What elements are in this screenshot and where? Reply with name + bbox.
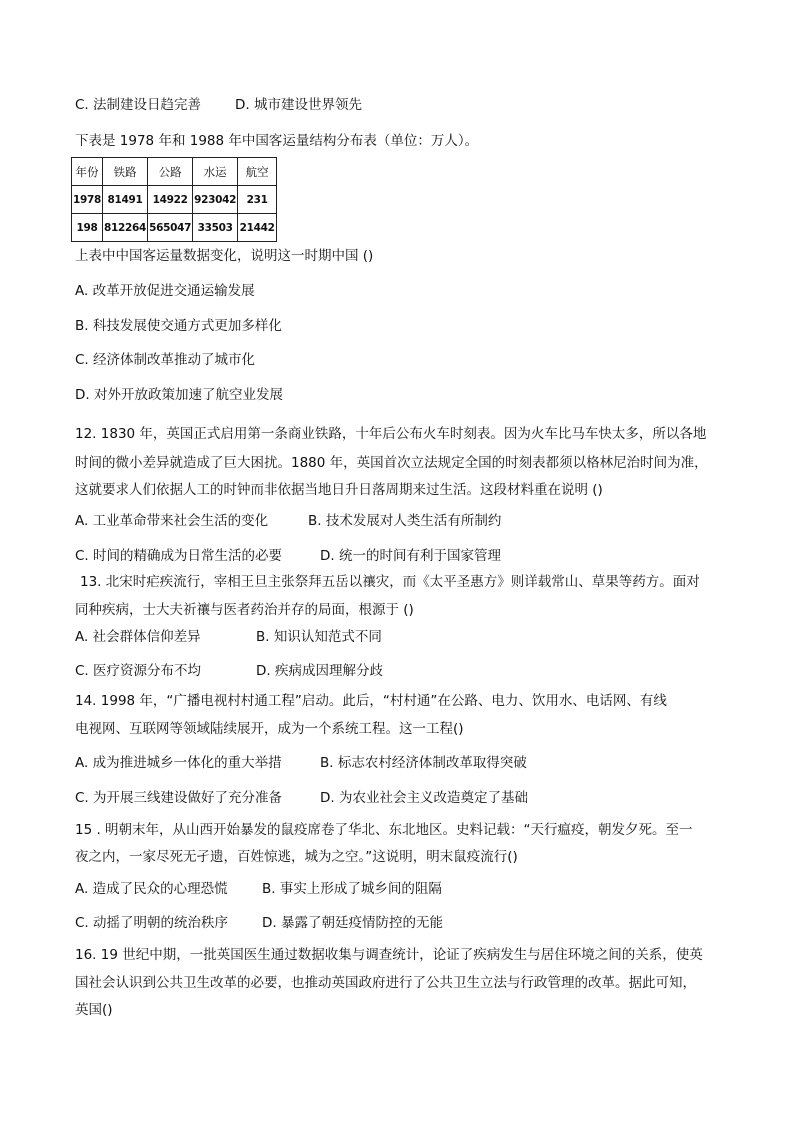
q15-line-1: 15 . 明朝末年，从山西开始暴发的鼠疫席卷了华北、东北地区。史料记载：“天行瘟疫，朝发夕死。至一 — [75, 822, 693, 838]
table-header-cell: 公路 — [148, 158, 193, 186]
q15-option-c: C. 动摇了明朝的统治秩序 — [75, 915, 229, 931]
q12-option-d: D. 统一的时间有利于国家管理 — [320, 548, 501, 564]
passenger-volume-table — [71, 157, 277, 242]
q14-option-a: A. 成为推进城乡一体化的重大举措 — [75, 755, 282, 771]
q16-line-1: 16. 19 世纪中期，一批英国医生通过数据收集与调查统计，论证了疾病发生与居住环境之间的关系，使英 — [75, 947, 703, 963]
q14-option-d: D. 为农业社会主义改造奠定了基础 — [320, 790, 528, 806]
table-row — [72, 186, 277, 214]
q14-line-2: 电视网、互联网等领域陆续展开，成为一个系统工程。这一工程() — [75, 721, 464, 737]
prev-option-c: C. 法制建设日趋完善 — [75, 97, 202, 113]
table-cell: 198 — [72, 214, 103, 242]
table-cell: 21442 — [238, 214, 277, 242]
table-header-cell: 铁路 — [103, 158, 148, 186]
table-cell: 1978 — [72, 186, 103, 214]
prev-option-d: D. 城市建设世界领先 — [235, 97, 362, 113]
table-header-row — [72, 158, 277, 186]
table-cell: 81491 — [103, 186, 148, 214]
table-header-cell: 航空 — [238, 158, 277, 186]
q11-intro: 下表是 1978 年和 1988 年中国客运量结构分布表（单位：万人）。 — [75, 133, 479, 149]
table-header-cell: 水运 — [193, 158, 238, 186]
q15-line-2: 夜之内，一家尽死无孑遗，百姓惊逃，城为之空。”这说明，明末鼠疫流行() — [75, 849, 518, 865]
q12-line-2: 时间的微小差异就造成了巨大困扰。1880 年，英国首次立法规定全国的时刻表都须以格林尼治时间为准， — [75, 455, 708, 471]
q13-line-1: 13. 北宋时疟疾流行，宰相王旦主张祭拜五岳以禳灾，而《太平圣惠方》则详载常山、草果等药方。面对 — [80, 574, 700, 590]
table-cell: 231 — [238, 186, 277, 214]
q12-option-a: A. 工业革命带来社会生活的变化 — [75, 513, 269, 529]
q15-option-b: B. 事实上形成了城乡间的阻隔 — [262, 881, 442, 897]
q11-option-b: B. 科技发展使交通方式更加多样化 — [75, 318, 282, 334]
table-cell: 812264 — [103, 214, 148, 242]
q13-line-2: 同种疾病，士大夫祈禳与医者药治并存的局面，根源于 () — [75, 602, 414, 618]
table-cell: 923042 — [193, 186, 238, 214]
q13-option-a: A. 社会群体信仰差异 — [75, 629, 201, 645]
q16-line-3: 英国() — [75, 1002, 113, 1018]
q14-line-1: 14. 1998 年，“广播电视村村通工程”启动。此后，“村村通”在公路、电力、饮用水、电话网、有线 — [75, 693, 667, 709]
q16-line-2: 国社会认识到公共卫生改革的必要，也推动英国政府进行了公共卫生立法与行政管理的改革。据此可知， — [75, 975, 696, 991]
q11-option-a: A. 改革开放促进交通运输发展 — [75, 283, 255, 299]
q12-option-b: B. 技术发展对人类生活有所制约 — [308, 513, 502, 529]
q11-option-d: D. 对外开放政策加速了航空业发展 — [75, 387, 283, 403]
q11-option-c: C. 经济体制改革推动了城市化 — [75, 352, 256, 368]
q12-line-3: 这就要求人们依据人工的时钟而非依据当地日升日落周期来过生活。这段材料重在说明 () — [75, 482, 603, 498]
q15-option-a: A. 造成了民众的心理恐慌 — [75, 881, 228, 897]
table-cell: 14922 — [148, 186, 193, 214]
q15-option-d: D. 暴露了朝廷疫情防控的无能 — [262, 915, 443, 931]
table-row — [72, 214, 277, 242]
q14-option-c: C. 为开展三线建设做好了充分准备 — [75, 790, 283, 806]
table-cell: 565047 — [148, 214, 193, 242]
q12-option-c: C. 时间的精确成为日常生活的必要 — [75, 548, 283, 564]
q13-option-d: D. 疾病成因理解分歧 — [256, 663, 383, 679]
q13-option-b: B. 知识认知范式不同 — [256, 629, 382, 645]
q12-line-1: 12. 1830 年，英国正式启用第一条商业铁路，十年后公布火车时刻表。因为火车比马车快太多，所以各地 — [75, 426, 707, 442]
q11-stem: 上表中中国客运量数据变化，说明这一时期中国 () — [75, 248, 374, 264]
q14-option-b: B. 标志农村经济体制改革取得突破 — [320, 755, 527, 771]
q13-option-c: C. 医疗资源分布不均 — [75, 663, 202, 679]
table-header-cell: 年份 — [72, 158, 103, 186]
table-cell: 33503 — [193, 214, 238, 242]
